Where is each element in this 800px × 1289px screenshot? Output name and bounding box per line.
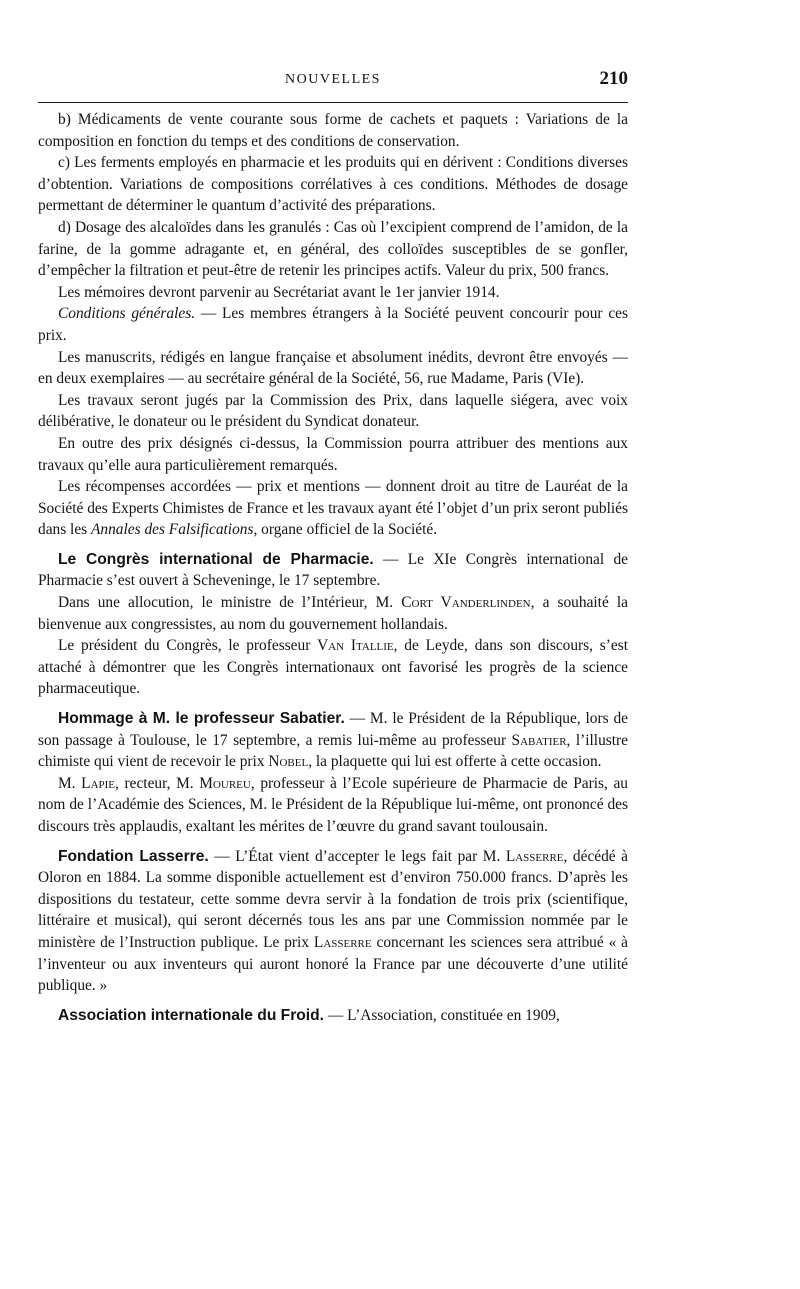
section-congres: Le Congrès international de Pharmacie. — Le XIe Congrès international de Pharmacie s’est ouvert à Scheveninge, le 17 septembre. (38, 550, 628, 590)
paragraph: Le président du Congrès, le professeur Van Itallie, de Leyde, dans son discours, s’est attaché à démontrer que les Congrès internationaux ont favorisé les progrès de la science pharmaceutique. (38, 637, 628, 698)
paragraph: c) Les ferments employés en pharmacie et les produits qui en dérivent : Conditions diverses d’obtention. Variations de compositions corrélatives à ces conditions. Méthodes de dosage permettant de déterminer le quantum d’activité des préparations. (38, 154, 628, 215)
paragraph: Les mémoires devront parvenir au Secrétariat avant le 1er janvier 1914. (58, 283, 500, 301)
section-heading: Fondation Lasserre. (58, 847, 209, 865)
paragraph: M. Lapie, recteur, M. Moureu, professeur à l’Ecole supérieure de Pharmacie de Paris, au nom de l’Académie des Sciences, M. le Président de la République lui-même, ont prononcé des discours très applaudis, exaltant les mérites de l’œuvre du grand savant toulousain. (38, 774, 628, 835)
person-name: Lapie (81, 774, 116, 792)
journal-title: Annales des Falsifications (91, 521, 254, 539)
person-name: Moureu (199, 774, 251, 792)
person-name: Cort Vanderlinden (401, 594, 531, 612)
running-title: NOUVELLES (285, 72, 381, 87)
header-rule (38, 102, 628, 103)
page-header (38, 68, 628, 96)
paragraph: En outre des prix désignés ci-dessus, la Commission pourra attribuer des mentions aux travaux qu’elle aura particulièrement remarqués. (38, 434, 628, 474)
paragraph: Dans une allocution, le ministre de l’Intérieur, M. Cort Vanderlinden, a souhaité la bienvenue aux congressistes, au nom du gouvernement hollandais. (38, 594, 628, 633)
section-heading: Hommage à M. le professeur Sabatier. (58, 710, 345, 728)
paragraph: d) Dosage des alcaloïdes dans les granulés : Cas où l’excipient comprend de l’amidon, de la farine, de la gomme adragante et, en général, des colloïdes susceptibles de se gonfler, d’empêcher la filtration et peut-être de retenir les principes actifs. Valeur du prix, 500 francs. (38, 218, 628, 280)
section-froid: Association internationale du Froid. — L’Association, constituée en 1909, (58, 1006, 560, 1024)
paragraph: Les manuscrits, rédigés en langue française et absolument inédits, devront être envoyés — en deux exemplaires — au secrétaire général de la Société, 56, rue Madame, Paris (VIe). (38, 348, 628, 388)
paragraph: Conditions générales. — Les membres étrangers à la Société peuvent concourir pour ces prix. (38, 305, 629, 344)
section-hommage: Hommage à M. le professeur Sabatier. — M. le Président de la République, lors de son passage à Toulouse, le 17 septembre, a remis lui-même au professeur Sabatier, l’illustre chimiste qui vient de recevoir le prix Nobel, la plaquette qui lui est offerte à cette occasion. (38, 710, 628, 771)
person-name: Sabatier (511, 731, 567, 749)
section-lasserre: Fondation Lasserre. — L’État vient d’accepter le legs fait par M. Lasserre, décédé à Oloron en 1884. La somme disponible actuellement est d’environ 750.000 francs. D’après les dispositions du testateur, cette somme devra servir à la fondation de trois prix (scientifique, littéraire et musical), qui seront décernés tous les ans par une Commission nommée par le ministère de l’Instruction publique. Le prix Lasserre concernant les sciences sera attribué « à l’inventeur ou aux inventeurs qui auront honoré la France par une découverte d’une utilité publique. » (38, 847, 628, 995)
document-page (38, 68, 628, 1026)
page-number: 210 (599, 68, 628, 89)
paragraph: Les travaux seront jugés par la Commission des Prix, dans laquelle siégera, avec voix délibérative, le donateur ou le président du Syndicat donateur. (38, 391, 628, 431)
section-heading: Association internationale du Froid. (58, 1006, 324, 1024)
section-heading: Le Congrès international de Pharmacie. (58, 550, 374, 568)
person-name: Lasserre (505, 847, 564, 865)
person-name: Nobel (268, 753, 309, 771)
paragraph: Les récompenses accordées — prix et mentions — donnent droit au titre de Lauréat de la Société des Experts Chimistes de France et les travaux ayant été l’objet d’un prix seront publiés dans les Annales des Falsifications, organe officiel de la Société. (38, 478, 628, 539)
italic-lead: Conditions générales. (58, 305, 196, 323)
paragraph: b) Médicaments de vente courante sous forme de cachets et paquets : Variations de la composition en fonction du temps et des conditions de conservation. (38, 111, 628, 150)
person-name: Lasserre (313, 933, 372, 951)
person-name: Van Itallie (317, 637, 394, 655)
